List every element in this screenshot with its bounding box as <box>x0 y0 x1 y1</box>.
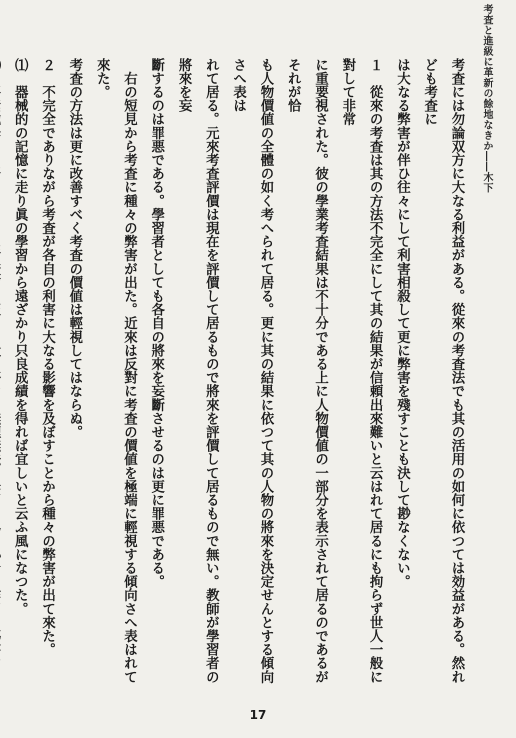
body-text <box>12 58 470 690</box>
text-line: れて居る。元來考査評價は現在を評價して居るもので將來を評價して居るもので無い。教師が學習者の將來を妄 <box>176 58 220 684</box>
text-line: 斷するのは罪悪である。學習者としても各自の將來を妄斷させるのは更に罪悪である。 <box>148 58 165 589</box>
text-line: ２ 不完全でありながら考査が各自の利害に大なる影響を及ぼすことから種々の弊害が出て來た。 <box>39 58 56 657</box>
text-line: 右の短見から考査に種々の弊害が出た。近來は反對に考査の價値を極端に輕視する傾向さへ表はれて來た。 <box>94 58 138 684</box>
text-line: ⑴ 器械的の記憶に走り眞の學習から遠ざかり只良成績を得れば宜しいと云ふ風になつた。 <box>12 58 29 616</box>
text-line <box>0 58 6 690</box>
page-number: 17 <box>249 708 267 722</box>
text-line: 考査の方法は更に改善すべく考査の價値は輕視してはならぬ。 <box>66 58 83 439</box>
running-header: 考査と進級に革新の餘地なきか――木下 <box>481 4 492 193</box>
text-line: も人物價値の全體の如く考へられて居る。更に其の結果に依つて其の人物の將來を決定せんとする傾向さへ表は <box>230 58 274 684</box>
text-line: は大なる弊害が伴ひ往々にして利害相殺して更に弊害を殘すことも決して尠なくない。 <box>394 58 411 589</box>
text-line: に重要視された。彼の學業考査結果は不十分である上に人物價値の一部分を表示されて居るのであるがそれが恰 <box>285 58 329 684</box>
text-line: １ 從來の考査は其の方法不完全にして其の結果が信頼出來難いと云はれて居るにも拘らず世人一般に對して非常 <box>339 58 384 684</box>
text-line: 考査には勿論双方に大なる利益がある。從來の考査法でも其の活用の如何に依つては効益がある。然れども考査に <box>421 58 465 684</box>
